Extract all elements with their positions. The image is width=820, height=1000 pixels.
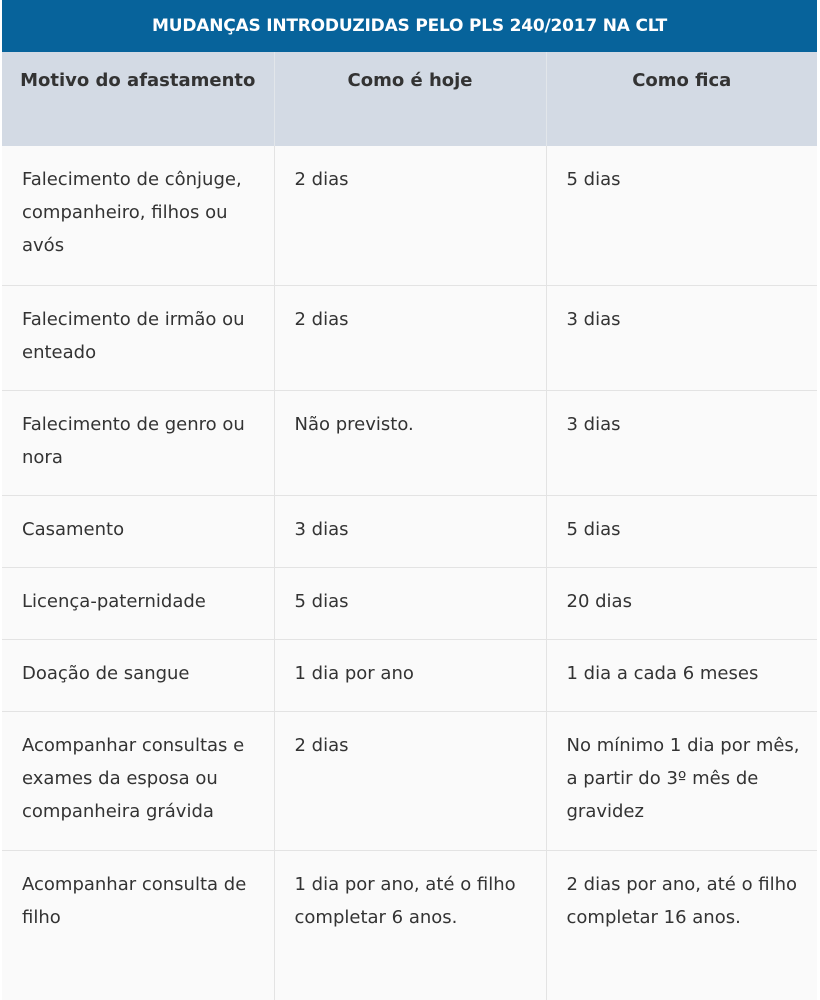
changes-table: [2, 52, 817, 1000]
table-title-bar: [2, 0, 817, 52]
cell-reason: Licença-paternidade: [2, 567, 274, 639]
cell-today: 1 dia por ano: [274, 639, 546, 711]
cell-today: 1 dia por ano, até o filho completar 6 anos.: [274, 850, 546, 1000]
cell-today: 3 dias: [274, 495, 546, 567]
cell-after: 5 dias: [546, 495, 817, 567]
header-today: Como é hoje: [274, 52, 546, 146]
table-row: [2, 567, 817, 639]
cell-after: 1 dia a cada 6 meses: [546, 639, 817, 711]
table-row: [2, 285, 817, 390]
table-row: [2, 390, 817, 495]
table-row: [2, 711, 817, 850]
cell-after: 3 dias: [546, 390, 817, 495]
cell-today: Não previsto.: [274, 390, 546, 495]
cell-after: 3 dias: [546, 285, 817, 390]
header-reason: Motivo do afastamento: [2, 52, 274, 146]
cell-today: 2 dias: [274, 711, 546, 850]
cell-reason: Falecimento de irmão ou enteado: [2, 285, 274, 390]
cell-reason: Falecimento de cônjuge, companheiro, filhos ou avós: [2, 146, 274, 285]
cell-after: 2 dias por ano, até o filho completar 16 anos.: [546, 850, 817, 1000]
cell-today: 2 dias: [274, 146, 546, 285]
table-row: [2, 146, 817, 285]
cell-today: 5 dias: [274, 567, 546, 639]
cell-after: 5 dias: [546, 146, 817, 285]
cell-reason: Acompanhar consultas e exames da esposa ou companheira grávida: [2, 711, 274, 850]
cell-after: 20 dias: [546, 567, 817, 639]
table-header-row: [2, 52, 817, 146]
cell-reason: Doação de sangue: [2, 639, 274, 711]
table-row: [2, 495, 817, 567]
header-after: Como fica: [546, 52, 817, 146]
table-row: [2, 850, 817, 1000]
cell-reason: Acompanhar consulta de filho: [2, 850, 274, 1000]
table-title: MUDANÇAS INTRODUZIDAS PELO PLS 240/2017 NA CLT: [152, 16, 667, 36]
cell-after: No mínimo 1 dia por mês, a partir do 3º mês de gravidez: [546, 711, 817, 850]
cell-today: 2 dias: [274, 285, 546, 390]
cell-reason: Casamento: [2, 495, 274, 567]
cell-reason: Falecimento de genro ou nora: [2, 390, 274, 495]
table-row: [2, 639, 817, 711]
